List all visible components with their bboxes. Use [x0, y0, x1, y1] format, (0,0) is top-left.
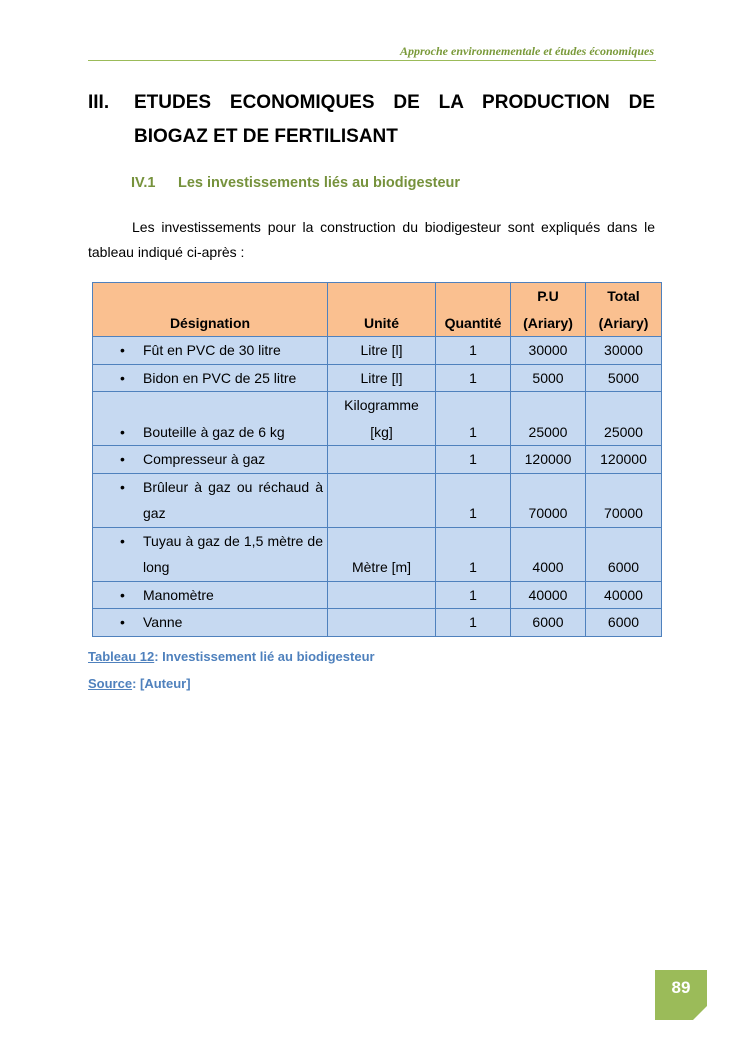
- cell-quantite: 1: [436, 527, 511, 581]
- bullet-icon: •: [120, 532, 125, 549]
- header-total: Total (Ariary): [586, 283, 662, 337]
- header-pu: P.U (Ariary): [511, 283, 586, 337]
- table-row: [93, 337, 662, 365]
- cell-pu: 70000: [511, 473, 586, 527]
- cell-unite: Mètre [m]: [328, 527, 436, 581]
- cell-quantite: 1: [436, 446, 511, 474]
- table-caption-label: Tableau 12: [88, 649, 155, 664]
- cell-quantite: 1: [436, 364, 511, 392]
- cell-pu: 4000: [511, 527, 586, 581]
- subsection-title: Les investissements liés au biodigesteur: [178, 175, 461, 191]
- bullet-icon: •: [120, 342, 125, 358]
- header-designation: Désignation: [93, 283, 328, 337]
- cell-pu: 5000: [511, 364, 586, 392]
- cell-designation: • Vanne: [93, 609, 328, 637]
- running-header: Approche environnementale et études économiques: [400, 44, 654, 58]
- cell-designation: • Compresseur à gaz: [93, 446, 328, 474]
- section-title: ETUDES ECONOMIQUES DE LA PRODUCTION DE BIOGAZ ET DE FERTILISANT: [134, 92, 655, 147]
- cell-total: 120000: [586, 446, 662, 474]
- cell-designation: • Bidon en PVC de 25 litre: [93, 364, 328, 392]
- cell-quantite: 1: [436, 609, 511, 637]
- page-fold-icon: [693, 1006, 707, 1020]
- cell-quantite: 1: [436, 392, 511, 446]
- table-row: [93, 473, 662, 527]
- table-row: [93, 581, 662, 609]
- cell-pu: 40000: [511, 581, 586, 609]
- cell-unite: Litre [l]: [328, 364, 436, 392]
- source-caption-label: Source: [88, 676, 133, 691]
- cell-unite: Kilogramme [kg]: [328, 392, 436, 446]
- bullet-icon: •: [120, 478, 125, 495]
- cell-quantite: 1: [436, 473, 511, 527]
- table-caption-text: : Investissement lié au biodigesteur: [154, 649, 375, 664]
- source-caption: [88, 676, 191, 691]
- bullet-icon: •: [120, 423, 125, 440]
- cell-total: 70000: [586, 473, 662, 527]
- cell-total: 6000: [586, 527, 662, 581]
- intro-paragraph: Les investissements pour la construction du biodigesteur sont expliqués dans le tableau indiqué ci-après :: [88, 219, 655, 260]
- section-heading: [88, 86, 655, 154]
- table-row: [93, 527, 662, 581]
- cell-designation: • Fût en PVC de 30 litre: [93, 337, 328, 365]
- cell-quantite: 1: [436, 581, 511, 609]
- cell-total: 25000: [586, 392, 662, 446]
- section-number: III.: [88, 92, 110, 113]
- subsection-number: IV.1: [131, 175, 156, 191]
- cell-pu: 6000: [511, 609, 586, 637]
- table-row: [93, 609, 662, 637]
- subsection-heading: [131, 175, 460, 191]
- table-row: [93, 392, 662, 446]
- cell-unite: [328, 581, 436, 609]
- cell-unite: [328, 473, 436, 527]
- cell-quantite: 1: [436, 337, 511, 365]
- cell-unite: [328, 609, 436, 637]
- cell-designation: • Tuyau à gaz de 1,5 mètre de long: [93, 527, 328, 581]
- header-quantite: Quantité: [436, 283, 511, 337]
- cell-total: 6000: [586, 609, 662, 637]
- investment-table: [92, 282, 662, 637]
- cell-designation: • Bouteille à gaz de 6 kg: [93, 392, 328, 446]
- cell-total: 30000: [586, 337, 662, 365]
- cell-designation: • Brûleur à gaz ou réchaud à gaz: [93, 473, 328, 527]
- table-header-row: [93, 283, 662, 337]
- bullet-icon: •: [120, 614, 125, 630]
- table-row: [93, 446, 662, 474]
- cell-designation: • Manomètre: [93, 581, 328, 609]
- header-rule: [88, 60, 656, 61]
- bullet-icon: •: [120, 451, 125, 467]
- bullet-icon: •: [120, 369, 125, 386]
- source-caption-text: : [Auteur]: [132, 676, 191, 691]
- cell-unite: Litre [l]: [328, 337, 436, 365]
- cell-pu: 30000: [511, 337, 586, 365]
- cell-total: 5000: [586, 364, 662, 392]
- cell-pu: 25000: [511, 392, 586, 446]
- cell-pu: 120000: [511, 446, 586, 474]
- table-row: [93, 364, 662, 392]
- bullet-icon: •: [120, 586, 125, 603]
- header-unite: Unité: [328, 283, 436, 337]
- page-number-badge: [655, 970, 707, 1020]
- cell-total: 40000: [586, 581, 662, 609]
- table-caption: [88, 649, 375, 664]
- page-number: 89: [671, 978, 691, 997]
- cell-unite: [328, 446, 436, 474]
